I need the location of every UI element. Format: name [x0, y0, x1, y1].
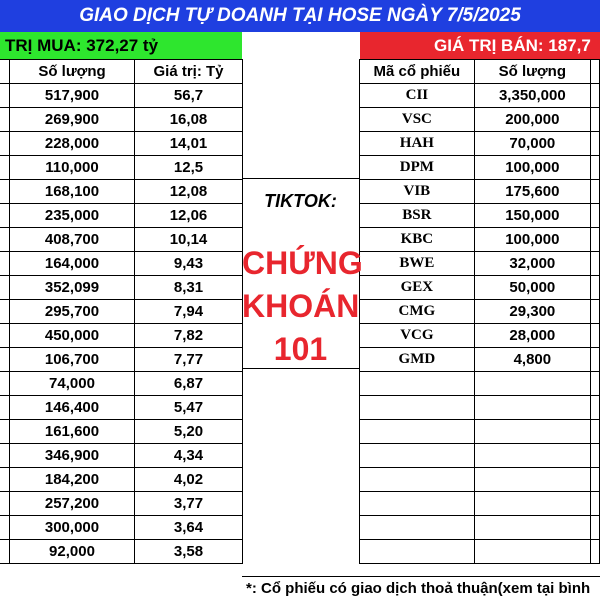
quantity-cell: 3,350,000	[474, 84, 590, 108]
table-cell	[0, 60, 10, 84]
buy-total-header: TRỊ MUA: 372,27 tỷ	[0, 32, 242, 60]
table-cell	[360, 468, 475, 492]
table-row	[0, 372, 243, 396]
table-cell	[590, 84, 599, 108]
quantity-cell: 517,900	[10, 84, 135, 108]
quantity-cell: 269,900	[10, 108, 135, 132]
table-cell	[0, 420, 10, 444]
table-cell	[590, 396, 599, 420]
table-row	[0, 348, 243, 372]
table-cell	[590, 300, 599, 324]
value-cell: 56,7	[135, 84, 243, 108]
quantity-cell: 295,700	[10, 300, 135, 324]
brand-line: KHOÁN	[242, 288, 360, 324]
value-cell: 8,31	[135, 276, 243, 300]
table-row	[0, 516, 243, 540]
table-row	[0, 252, 243, 276]
table-cell	[590, 60, 599, 84]
table-cell	[474, 420, 590, 444]
promo-divider-top	[242, 178, 359, 179]
table-cell	[590, 324, 599, 348]
stock-code-cell: VCG	[360, 324, 475, 348]
quantity-cell: 74,000	[10, 372, 135, 396]
table-cell	[474, 468, 590, 492]
value-cell: 9,43	[135, 252, 243, 276]
table-cell	[0, 516, 10, 540]
quantity-cell: 28,000	[474, 324, 590, 348]
table-row	[0, 444, 243, 468]
quantity-cell: 200,000	[474, 108, 590, 132]
quantity-cell: 106,700	[10, 348, 135, 372]
table-row	[360, 108, 600, 132]
table-cell	[590, 108, 599, 132]
value-cell: 5,47	[135, 396, 243, 420]
table-row	[360, 396, 600, 420]
quantity-cell: 228,000	[10, 132, 135, 156]
quantity-cell: 32,000	[474, 252, 590, 276]
value-cell: 12,06	[135, 204, 243, 228]
table-cell	[0, 180, 10, 204]
sell-total-header: GIÁ TRỊ BÁN: 187,7	[360, 32, 600, 60]
quantity-cell: 146,400	[10, 396, 135, 420]
table-cell	[360, 516, 475, 540]
quantity-cell: 161,600	[10, 420, 135, 444]
table-cell	[0, 396, 10, 420]
table-cell	[590, 132, 599, 156]
quantity-cell: 184,200	[10, 468, 135, 492]
quantity-cell: 50,000	[474, 276, 590, 300]
table-row	[360, 204, 600, 228]
column-header: Số lượng	[10, 60, 135, 84]
table-cell	[590, 444, 599, 468]
table-row	[360, 132, 600, 156]
value-cell: 16,08	[135, 108, 243, 132]
quantity-cell: 257,200	[10, 492, 135, 516]
table-row	[0, 468, 243, 492]
stock-code-cell: VSC	[360, 108, 475, 132]
table-row	[0, 540, 243, 564]
table-cell	[474, 444, 590, 468]
table-row	[360, 444, 600, 468]
value-cell: 14,01	[135, 132, 243, 156]
value-cell: 7,82	[135, 324, 243, 348]
table-row	[360, 156, 600, 180]
table-cell	[590, 540, 599, 564]
table-cell	[0, 84, 10, 108]
brand-line: CHỨNG	[242, 245, 363, 281]
promo-divider-bottom	[242, 368, 359, 369]
table-cell	[590, 420, 599, 444]
table-row	[360, 492, 600, 516]
table-row	[360, 516, 600, 540]
table-cell	[590, 276, 599, 300]
table-cell	[590, 468, 599, 492]
table-row	[0, 180, 243, 204]
column-header: Giá trị: Tỷ	[135, 60, 243, 84]
table-cell	[0, 108, 10, 132]
table-row	[0, 492, 243, 516]
quantity-cell: 100,000	[474, 228, 590, 252]
quantity-cell: 235,000	[10, 204, 135, 228]
table-row	[360, 420, 600, 444]
table-cell	[0, 324, 10, 348]
value-cell: 4,34	[135, 444, 243, 468]
value-cell: 7,94	[135, 300, 243, 324]
table-row	[360, 468, 600, 492]
table-cell	[360, 492, 475, 516]
column-header: Số lượng	[474, 60, 590, 84]
value-cell: 6,87	[135, 372, 243, 396]
table-row	[360, 180, 600, 204]
table-cell	[0, 492, 10, 516]
table-cell	[474, 540, 590, 564]
table-row	[0, 300, 243, 324]
table-row	[360, 300, 600, 324]
table-cell	[0, 132, 10, 156]
table-row	[0, 156, 243, 180]
quantity-cell: 164,000	[10, 252, 135, 276]
table-row	[0, 132, 243, 156]
table-cell	[590, 204, 599, 228]
table-row	[0, 228, 243, 252]
stock-code-cell: GMD	[360, 348, 475, 372]
table-cell	[0, 540, 10, 564]
table-cell	[360, 444, 475, 468]
table-row	[0, 276, 243, 300]
table-row	[360, 348, 600, 372]
table-cell	[360, 372, 475, 396]
table-row	[0, 396, 243, 420]
brand-name	[242, 242, 363, 371]
table-row	[0, 84, 243, 108]
table-cell	[0, 204, 10, 228]
table-cell	[360, 420, 475, 444]
value-cell: 3,77	[135, 492, 243, 516]
value-cell: 10,14	[135, 228, 243, 252]
brand-line: 101	[273, 331, 328, 367]
stock-code-cell: HAH	[360, 132, 475, 156]
tiktok-label: TIKTOK:	[264, 191, 337, 211]
quantity-cell: 100,000	[474, 156, 590, 180]
stock-code-cell: CMG	[360, 300, 475, 324]
buy-table	[0, 59, 243, 564]
value-cell: 5,20	[135, 420, 243, 444]
quantity-cell: 450,000	[10, 324, 135, 348]
table-cell	[0, 156, 10, 180]
table-cell	[0, 228, 10, 252]
table-cell	[0, 276, 10, 300]
table-cell	[590, 372, 599, 396]
quantity-cell: 175,600	[474, 180, 590, 204]
page-title-banner: GIAO DỊCH TỰ DOANH TẠI HOSE NGÀY 7/5/2025	[0, 0, 600, 32]
stock-code-cell: BWE	[360, 252, 475, 276]
table-cell	[590, 492, 599, 516]
table-cell	[0, 468, 10, 492]
quantity-cell: 110,000	[10, 156, 135, 180]
stock-code-cell: GEX	[360, 276, 475, 300]
table-row	[0, 108, 243, 132]
table-cell	[590, 348, 599, 372]
table-row	[360, 252, 600, 276]
value-cell: 3,58	[135, 540, 243, 564]
table-cell	[360, 396, 475, 420]
stock-code-cell: VIB	[360, 180, 475, 204]
quantity-cell: 92,000	[10, 540, 135, 564]
quantity-cell: 168,100	[10, 180, 135, 204]
table-cell	[0, 444, 10, 468]
quantity-cell: 70,000	[474, 132, 590, 156]
table-row	[360, 540, 600, 564]
value-cell: 12,08	[135, 180, 243, 204]
table-header-row	[0, 60, 243, 84]
table-row	[360, 84, 600, 108]
table-header-row	[360, 60, 600, 84]
table-cell	[474, 396, 590, 420]
table-cell	[474, 492, 590, 516]
quantity-cell: 4,800	[474, 348, 590, 372]
table-cell	[474, 372, 590, 396]
table-cell	[0, 372, 10, 396]
table-row	[360, 228, 600, 252]
table-row	[360, 324, 600, 348]
table-cell	[360, 540, 475, 564]
quantity-cell: 29,300	[474, 300, 590, 324]
value-cell: 7,77	[135, 348, 243, 372]
value-cell: 12,5	[135, 156, 243, 180]
table-cell	[590, 252, 599, 276]
table-cell	[0, 300, 10, 324]
quantity-cell: 300,000	[10, 516, 135, 540]
value-cell: 4,02	[135, 468, 243, 492]
table-cell	[0, 252, 10, 276]
value-cell: 3,64	[135, 516, 243, 540]
table-cell	[590, 180, 599, 204]
stock-code-cell: BSR	[360, 204, 475, 228]
table-row	[0, 324, 243, 348]
table-cell	[590, 156, 599, 180]
quantity-cell: 346,900	[10, 444, 135, 468]
table-row	[360, 372, 600, 396]
table-row	[0, 420, 243, 444]
column-header: Mã cổ phiếu	[360, 60, 475, 84]
sell-table	[359, 59, 600, 564]
stock-code-cell: KBC	[360, 228, 475, 252]
table-cell	[590, 228, 599, 252]
stock-code-cell: DPM	[360, 156, 475, 180]
table-cell	[0, 348, 10, 372]
table-row	[0, 204, 243, 228]
table-row	[360, 276, 600, 300]
quantity-cell: 150,000	[474, 204, 590, 228]
stock-code-cell: CII	[360, 84, 475, 108]
quantity-cell: 408,700	[10, 228, 135, 252]
table-cell	[590, 516, 599, 540]
quantity-cell: 352,099	[10, 276, 135, 300]
table-cell	[474, 516, 590, 540]
footnote: *: Cổ phiếu có giao dịch thoả thuận(xem tại bình	[242, 576, 600, 600]
